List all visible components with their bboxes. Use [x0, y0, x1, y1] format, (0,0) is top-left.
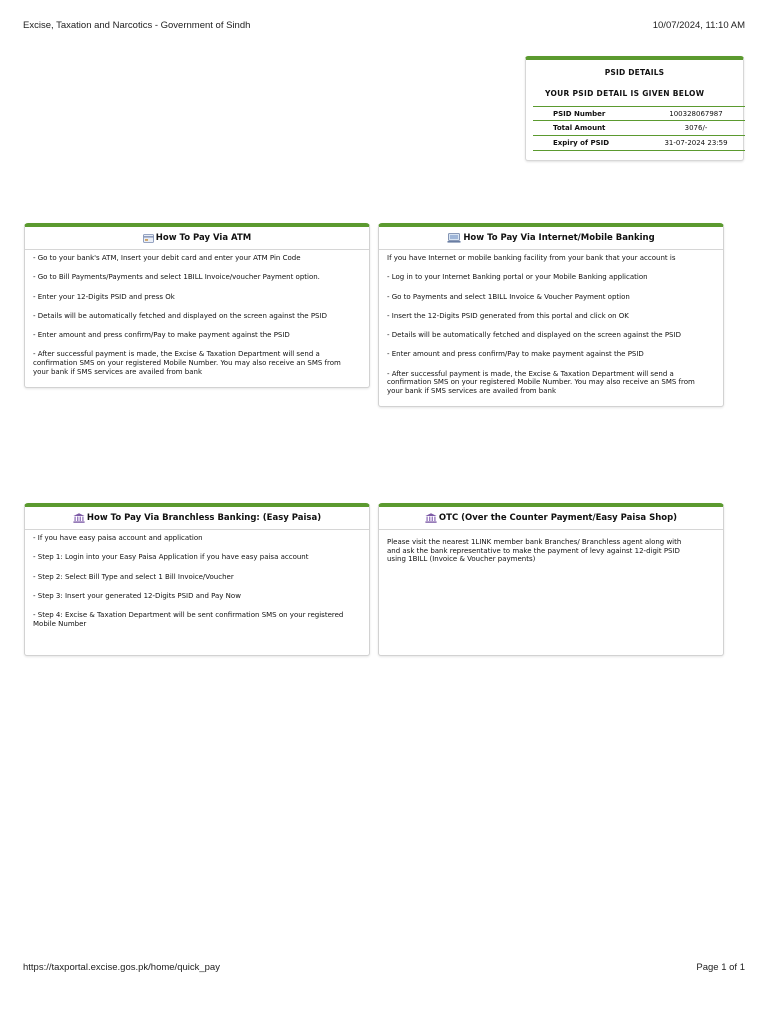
total-amount-label: Total Amount: [553, 124, 606, 132]
branchless-card-title: How To Pay Via Branchless Banking: (Easy Paisa): [86, 513, 322, 523]
otc-card-title: OTC (Over the Counter Payment/Easy Paisa Shop): [438, 513, 678, 523]
internet-step-5: - Enter amount and press confirm/Pay to make payment against the PSID: [387, 350, 644, 359]
internet-step-4: - Details will be automatically fetched and displayed on the screen against the PSID: [387, 331, 681, 340]
psid-row-number: [533, 106, 745, 121]
print-footer-url: https://taxportal.excise.gos.pk/home/quick_pay: [23, 962, 220, 973]
psid-expiry-value: 31-07-2024 23:59: [664, 139, 728, 147]
internet-card-header: [379, 227, 723, 250]
print-footer: [23, 962, 745, 973]
computer-icon: [447, 233, 461, 243]
otc-card-body: [379, 530, 723, 564]
psid-details-table: [533, 106, 745, 151]
atm-card-icon: [143, 234, 154, 243]
atm-step-6: - After successful payment is made, the Excise & Taxation Department will send a confirmation SMS on your registered Mobile Number. You may also receive an SMS from your bank if SMS services are availed from bank: [33, 350, 341, 376]
branchless-banking-card: [24, 503, 370, 656]
bank-icon: [73, 513, 85, 523]
print-footer-page: Page 1 of 1: [696, 962, 745, 973]
internet-card-body: [379, 250, 723, 395]
psid-details-card: [525, 56, 744, 161]
branchless-intro: - If you have easy paisa account and application: [33, 534, 203, 542]
otc-card-header: [379, 507, 723, 530]
internet-step-1: - Log in to your Internet Banking portal or your Mobile Banking application: [387, 273, 648, 282]
print-header-datetime: 10/07/2024, 11:10 AM: [652, 20, 745, 31]
psid-card-title: PSID DETAILS: [604, 68, 665, 77]
total-amount-value: 3076/-: [684, 124, 708, 132]
bank-icon: [425, 513, 437, 523]
internet-card-title: How To Pay Via Internet/Mobile Banking: [463, 233, 655, 243]
branchless-step-1: - Step 1: Login into your Easy Paisa Application if you have easy paisa account: [33, 553, 309, 562]
atm-card-body: [25, 250, 369, 376]
atm-step-3: - Enter your 12-Digits PSID and press Ok: [33, 292, 175, 301]
atm-step-5: - Enter amount and press confirm/Pay to make payment against the PSID: [33, 331, 290, 340]
branchless-card-header: [25, 507, 369, 530]
atm-step-2: - Go to Bill Payments/Payments and select 1BILL Invoice/voucher Payment option.: [33, 273, 320, 282]
otc-payment-card: [378, 503, 724, 656]
branchless-step-4: - Step 4: Excise & Taxation Department will be sent confirmation SMS on your registered Mobile Number: [33, 611, 344, 628]
psid-row-expiry: [533, 136, 745, 151]
internet-step-3: - Insert the 12-Digits PSID generated from this portal and click on OK: [387, 311, 629, 320]
psid-number-label: PSID Number: [553, 109, 606, 118]
otc-instructions: Please visit the nearest 1LINK member bank Branches/ Branchless agent along with and ask the bank representative to make the payment of levy against 12-digit PSID using 1BILL (Invoice & Voucher payments): [387, 538, 682, 564]
psid-row-amount: [533, 121, 745, 136]
psid-expiry-label: Expiry of PSID: [553, 139, 610, 147]
atm-payment-card: [24, 223, 370, 388]
internet-banking-card: [378, 223, 724, 407]
internet-step-6: - After successful payment is made, the Excise & Taxation Department will send a confirmation SMS on your registered Mobile Number. You may also receive an SMS from your bank if SMS services are availed from bank: [387, 369, 695, 395]
print-header: [23, 20, 745, 31]
branchless-step-2: - Step 2: Select Bill Type and select 1 Bill Invoice/Voucher: [33, 572, 234, 581]
psid-card-subtitle: YOUR PSID DETAIL IS GIVEN BELOW: [545, 89, 705, 98]
atm-card-header: [25, 227, 369, 250]
internet-step-2: - Go to Payments and select 1BILL Invoice & Voucher Payment option: [387, 292, 630, 301]
psid-number-value: 100328067987: [669, 109, 723, 118]
branchless-card-body: [25, 530, 369, 628]
branchless-step-3: - Step 3: Insert your generated 12-Digits PSID and Pay Now: [33, 591, 241, 600]
atm-step-1: - Go to your bank's ATM, Insert your debit card and enter your ATM Pin Code: [33, 254, 301, 262]
internet-intro: If you have Internet or mobile banking facility from your bank that your account is: [387, 254, 676, 262]
atm-step-4: - Details will be automatically fetched and displayed on the screen against the PSID: [33, 311, 327, 320]
print-header-title: Excise, Taxation and Narcotics - Government of Sindh: [23, 20, 251, 31]
atm-card-title: How To Pay Via ATM: [155, 233, 252, 243]
